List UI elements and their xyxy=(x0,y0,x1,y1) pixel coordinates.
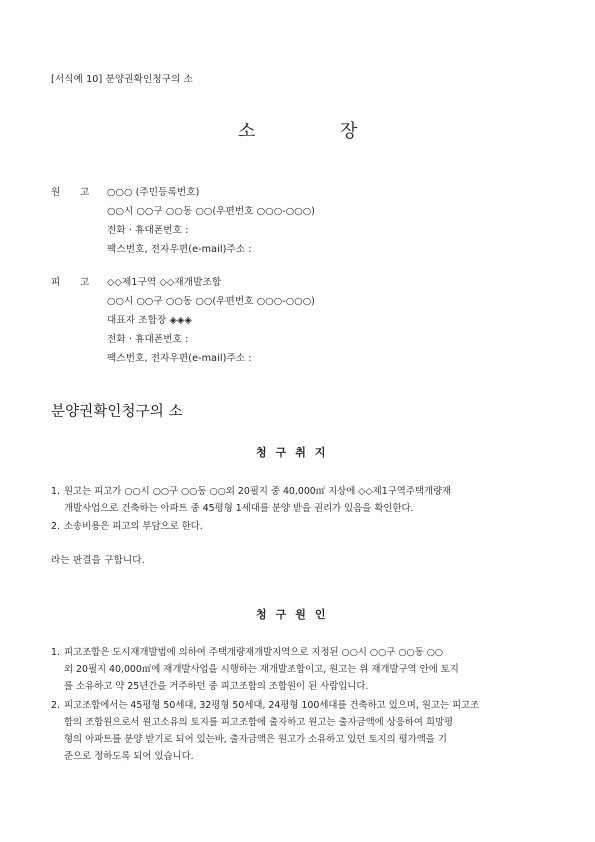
defendant-role-char-2: 고 xyxy=(80,277,90,288)
plaintiff-address-line: ○○시 ○○구 ○○동 ○○(우편번호 ○○○-○○○) xyxy=(107,206,316,217)
plaintiff-role-char-2: 고 xyxy=(80,187,90,198)
defendant-address-line: ○○시 ○○구 ○○동 ○○(우편번호 ○○○-○○○) xyxy=(107,296,316,307)
item-number: 2. xyxy=(51,700,60,711)
plaintiff-phone-line: 전화 · 휴대폰번호 : xyxy=(107,225,189,236)
defendant-fax-email-line: 팩스번호, 전자우편(e-mail)주소 : xyxy=(107,353,252,364)
item-number: 1. xyxy=(51,647,60,658)
title-char-2: 장 xyxy=(340,121,358,142)
item-line: 원고는 피고가 ○○시 ○○구 ○○동 ○○외 20필지 중 40,000㎡ 지상에 ◇◇제1구역주택개량재 xyxy=(64,486,452,497)
plaintiff-role-char-1: 원 xyxy=(51,187,61,198)
plaintiff-name-line: ○○○ (주민등록번호) xyxy=(107,187,200,198)
item-number: 2. xyxy=(51,521,60,532)
claim-purpose-heading: 청구취지 xyxy=(256,446,335,459)
item-line: 외 20필지 40,000㎡에 재개발사업을 시행하는 재개발조합이고, 원고는 위 재개발구역 안에 토지 xyxy=(64,664,459,675)
item-line: 피고조합은 도시재개발법에 의하여 주택개량재개발지역으로 지정된 ○○시 ○○구 ○○동 ○○ xyxy=(64,647,444,658)
defendant-representative-line: 대표자 조합장 ◈◈◈ xyxy=(107,315,192,326)
form-label: [서식예 10] 분양권확인청구의 소 xyxy=(51,74,193,85)
defendant-role-char-1: 피 xyxy=(51,277,61,288)
item-line: 준으로 정하도록 되어 있습니다. xyxy=(64,751,194,762)
item-line: 를 소유하고 약 25년간을 거주하던 중 피고조합의 조합원이 된 사람입니다. xyxy=(64,681,369,692)
item-line: 개발사업으로 건축하는 아파트 중 45평형 1세대를 분양 받을 권리가 있음을 확인한다. xyxy=(64,503,414,514)
defendant-name-line: ◇◇제1구역 ◇◇재개발조합 xyxy=(107,277,222,288)
claim-cause-heading: 청구원인 xyxy=(256,608,335,621)
item-line: 피고조합에서는 45평형 50세대, 32평형 50세대, 24평형 100세대를 건축하고 있으며, 원고는 피고조 xyxy=(64,700,480,711)
case-name: 분양권확인청구의 소 xyxy=(51,404,183,420)
item-line: 소송비용은 피고의 부담으로 한다. xyxy=(64,521,203,532)
item-number: 1. xyxy=(51,486,60,497)
item-line: 형의 아파트를 분양 받기로 되어 있는바, 출자금액은 원고가 소유하고 있던 토지의 평가액을 기 xyxy=(64,734,447,745)
title-char-1: 소 xyxy=(238,121,256,142)
judgment-request: 라는 판결을 구합니다. xyxy=(51,555,145,566)
defendant-phone-line: 전화 · 휴대폰번호 : xyxy=(107,334,189,345)
plaintiff-fax-email-line: 팩스번호, 전자우편(e-mail)주소 : xyxy=(107,244,252,255)
item-line: 합의 조합원으로서 원고소유의 토지를 피고조합에 출자하고 원고는 출자금액에 상응하여 희망평 xyxy=(64,717,454,728)
